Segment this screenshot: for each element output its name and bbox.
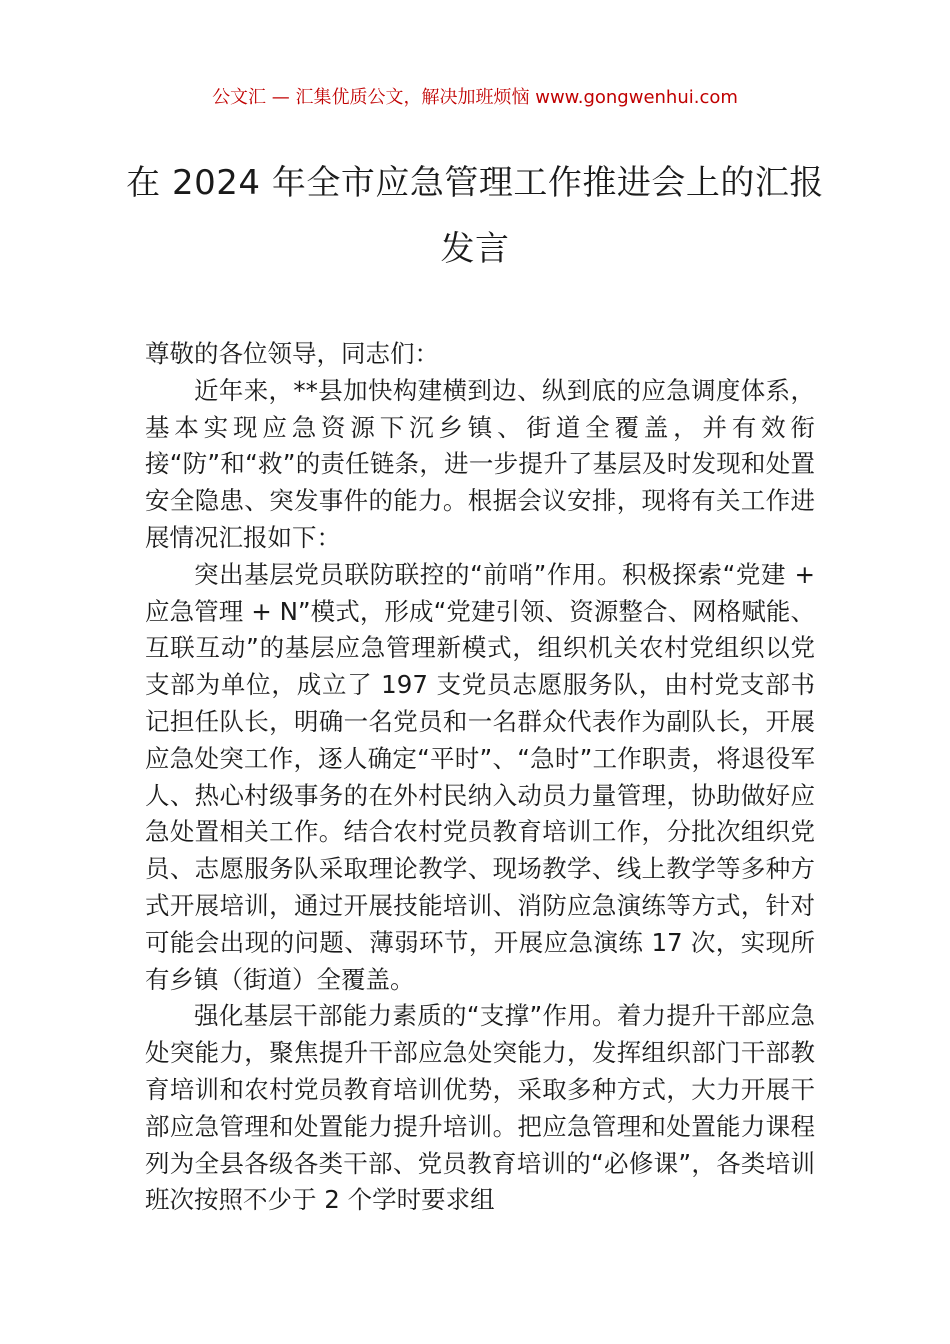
paragraph-intro: 近年来，**县加快构建横到边、纵到底的应急调度体系，基本实现应急资源下沉乡镇、街道全覆盖，并有效衔接“防”和“救”的责任链条，进一步提升了基层及时发现和处置安全隐患、突发事件的能力。根据会议安排，现将有关工作进展情况汇报如下： xyxy=(145,375,815,552)
paragraph-cadre-capacity: 强化基层干部能力素质的“支撑”作用。着力提升干部应急处突能力，聚焦提升干部应急处突能力，发挥组织部门干部教育培训和农村党员教育培训优势，采取多种方式，大力开展干部应急管理和处置能力提升培训。把应急管理和处置能力课程列为全县各级各类干部、党员教育培训的“必修课”，各类培训班次按照不少于 2 个学时要求组 xyxy=(145,1001,815,1215)
document-body xyxy=(145,336,815,1219)
paragraph-party-members: 突出基层党员联防联控的“前哨”作用。积极探索“党建 + 应急管理 + N”模式，形成“党建引领、资源整合、网格赋能、互联互动”的基层应急管理新模式，组织机关农村党组织以党支部为单位，成立了 197 支党员志愿服务队，由村党支部书记担任队长，明确一名党员和一名群众代表作为副队长，开展应急处突工作，逐人确定“平时”、“急时”工作职责，将退役军人、热心村级事务的在外村民纳入动员力量管理，协助做好应急处置相关工作。结合农村党员教育培训工作，分批次组织党员、志愿服务队采取理论教学、现场教学、线上教学等多种方式开展培训，通过开展技能培训、消防应急演练等方式，针对可能会出现的问题、薄弱环节，开展应急演练 17 次，实现所有乡镇（街道）全覆盖。 xyxy=(145,559,815,994)
document-title: 在 2024 年全市应急管理工作推进会上的汇报发言 xyxy=(126,163,824,269)
salutation: 尊敬的各位领导，同志们： xyxy=(145,339,439,368)
site-banner: 公文汇 — 汇集优质公文，解决加班烦恼 www.gongwenhui.com xyxy=(212,87,738,108)
